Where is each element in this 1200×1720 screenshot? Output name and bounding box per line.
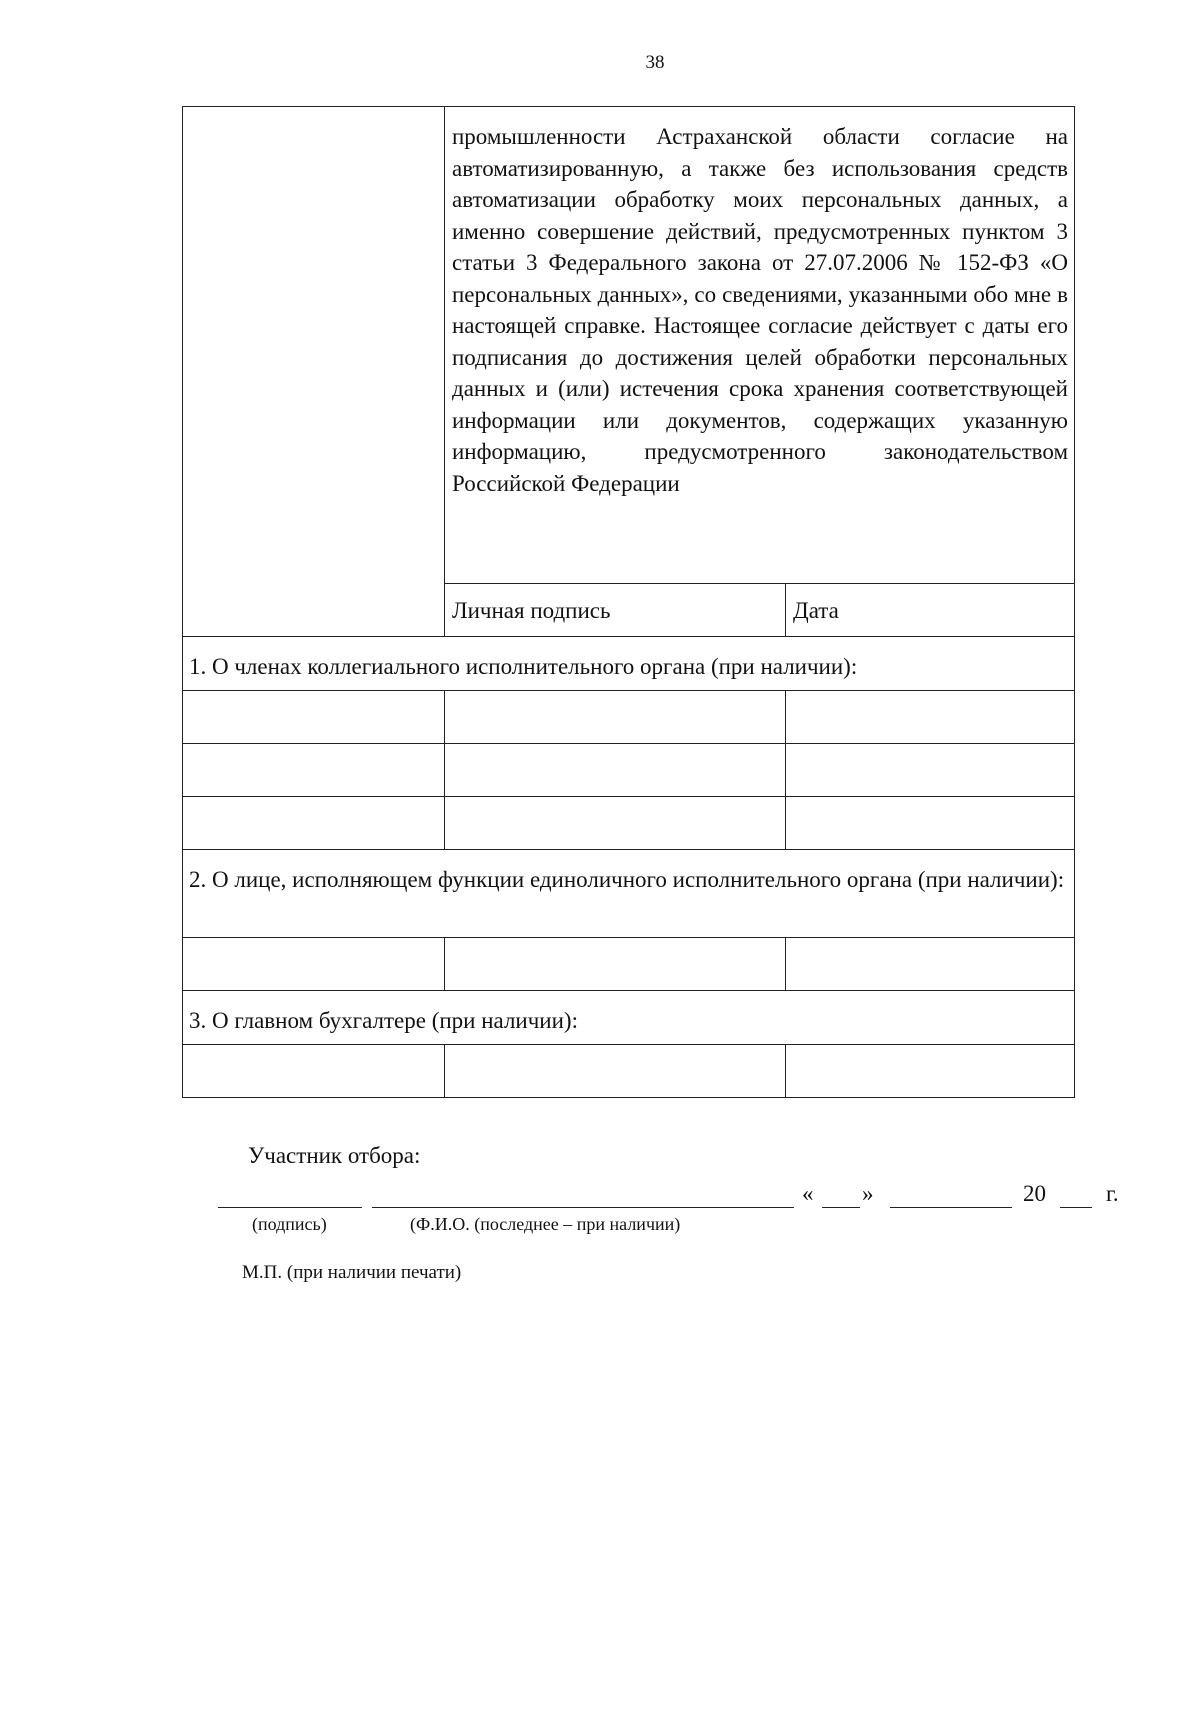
- table-cell[interactable]: [445, 744, 786, 797]
- full-name-line[interactable]: [372, 1207, 794, 1208]
- table-cell[interactable]: [445, 691, 786, 744]
- date-label: Дата: [786, 584, 1075, 637]
- table-row: [183, 1045, 1075, 1098]
- table-cell[interactable]: [445, 797, 786, 850]
- table-cell[interactable]: [183, 744, 445, 797]
- section-2-row: [183, 850, 1075, 938]
- table-cell[interactable]: [183, 691, 445, 744]
- consent-text: промышленности Астраханской области согласие на автоматизированную, а также без использования средств автоматизации обработку моих персональных данных, а именно совершение действий, предусмотренных пунктом 3 статьи 3 Федерального закона от 27.07.2006 № 152-ФЗ «О персональных данных», со сведениями, указанными обо мне в настоящей справке. Настоящее согласие действует с даты его подписания до достижения целей обработки персональных данных и (или) истечения срока хранения соответствующей информации или документов, содержащих указанную информацию, предусмотренного законодательством Российской Федерации: [445, 107, 1075, 584]
- month-line[interactable]: [890, 1207, 1012, 1208]
- page-number: 38: [645, 52, 665, 73]
- year-line[interactable]: [1060, 1207, 1092, 1208]
- personal-signature-label: Личная подпись: [445, 584, 786, 637]
- table-cell[interactable]: [786, 744, 1075, 797]
- year-suffix: г.: [1106, 1181, 1119, 1206]
- stamp-note: М.П. (при наличии печати): [242, 1262, 462, 1283]
- info-table: [182, 106, 1075, 1098]
- table-cell[interactable]: [183, 797, 445, 850]
- table-row: [183, 744, 1075, 797]
- section-1-row: [183, 637, 1075, 691]
- section-1-title: 1. О членах коллегиального исполнительного органа (при наличии):: [183, 637, 1075, 691]
- empty-label-cell: [183, 107, 445, 637]
- section-2-title: 2. О лице, исполняющем функции единоличного исполнительного органа (при наличии):: [183, 850, 1075, 938]
- full-name-caption: (Ф.И.О. (последнее – при наличии): [410, 1214, 681, 1234]
- section-3-title: 3. О главном бухгалтере (при наличии):: [183, 991, 1075, 1045]
- quote-close: »: [862, 1181, 874, 1206]
- table-row: [183, 938, 1075, 991]
- year-prefix: 20: [1023, 1181, 1046, 1206]
- table-cell[interactable]: [786, 797, 1075, 850]
- table-cell[interactable]: [183, 1045, 445, 1098]
- quote-open: «: [802, 1181, 814, 1206]
- table-row: [183, 797, 1075, 850]
- consent-row: [183, 107, 1075, 584]
- table-cell[interactable]: [445, 1045, 786, 1098]
- table-row: [183, 691, 1075, 744]
- table-cell[interactable]: [786, 691, 1075, 744]
- table-cell[interactable]: [183, 938, 445, 991]
- table-cell[interactable]: [445, 938, 786, 991]
- section-3-row: [183, 991, 1075, 1045]
- participant-label: Участник отбора:: [248, 1143, 421, 1168]
- table-cell[interactable]: [786, 1045, 1075, 1098]
- table-cell[interactable]: [786, 938, 1075, 991]
- signature-line[interactable]: [218, 1207, 362, 1208]
- day-line[interactable]: [822, 1207, 860, 1208]
- signature-caption: (подпись): [252, 1214, 327, 1234]
